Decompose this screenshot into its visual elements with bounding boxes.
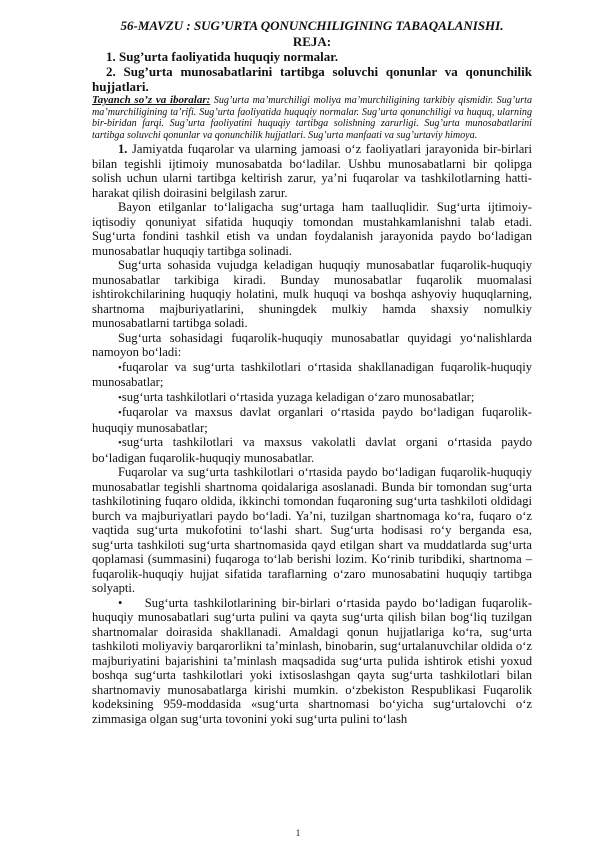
bullet-text: fuqarolar va maxsus davlat organlari o‘rtasida paydo bo‘ladigan fuqarolik-huquqiy munosabatlar; bbox=[92, 405, 532, 435]
bullet-text: sug‘urta tashkilotlari va maxsus vakolatli davlat organi o‘rtasida paydo bo‘ladigan fuqarolik-huquqiy munosabatlar. bbox=[92, 435, 532, 465]
plan-item-2: 2. Sug’urta munosabatlarini tartibga soluvchi qonunlar va qonunchilik hujjatlari. bbox=[92, 64, 532, 94]
paragraph-3: Sug‘urta sohasida vujudga keladigan huquqiy munosabatlar fuqarolik-huquqiy munosabatlar tarkibiga kiradi. Bunday munosabatlar fuqarolik muomalasi ishtirokchilarining huquqiy holatini, mulk huquqi va boshqa ashyoviy huquqlarning, shartnoma majburiyatlarini, shuningdek mulkiy hamda shaxsiy nomulkiy munosabatlarni tartibga soladi. bbox=[92, 258, 532, 330]
bullet-icon: • bbox=[118, 361, 122, 374]
bullet-icon: • bbox=[118, 595, 123, 610]
keywords-block bbox=[92, 95, 532, 141]
page-number: 1 bbox=[295, 828, 301, 838]
bullet-icon: • bbox=[118, 407, 122, 419]
bullet-paragraph-6 bbox=[92, 596, 532, 727]
paragraph-5: Fuqarolar va sug‘urta tashkilotlari o‘rtasida paydo bo‘ladigan fuqarolik-huquqiy munosabatlar tegishli shartnoma qoidalariga asoslanadi. Bunda bir tomondan sug‘urta tashkilotining fuqaro oldida, ikkinchi tomondan fuqaroning sug‘urta tashkiloti oldidagi burch va majburiyatlari paydo bo‘ladi. Ya’ni, tuzilgan shartnomaga ko‘ra, fuqaro o‘z vaqtida sug‘urta mukofotini to‘lashi shart. Sug‘urta hodisasi ro‘y berganda esa, sug‘urta tashkiloti sug‘urta shartnomasida qayd etilgan shart va muddatlarda sug‘urta qoplamasi (summasini) fuqaroga to‘lab berishi lozim. Ko‘rinib turibdiki, shartnoma –fuqarolik-huquqiy hujjat sifatida taraflarning o‘zaro munosabatini huquqiy tartibga solyapti. bbox=[92, 465, 532, 595]
bullet-text: fuqarolar va sug‘urta tashkilotlari o‘rtasida shakllanadigan fuqarolik-huquqiy munosabatlar; bbox=[92, 359, 532, 389]
paragraph-1-text: Jamiyatda fuqarolar va ularning jamoasi o‘z faoliyatlari jarayonida bir-birlari bilan tegishli ijtimoiy munosabatda bo‘ladilar. Ushbu munosabatlarni bir qolipga solish uchun ularni tartibga keltirish zarur, ya’ni fuqarolar va tashkilotlarning hatti-harakat qilish doirasini belgilash zarur. bbox=[92, 142, 532, 200]
plan-heading: REJA: bbox=[292, 34, 332, 49]
bullet-icon: • bbox=[118, 391, 122, 404]
page-title: 56-MAVZU : SUG’URTA QONUNCHILIGINING TABAQALANISHI. bbox=[120, 18, 504, 33]
keywords-text: Sug’urta ma’murchiligi moliya ma’murchiligining tarkibiy qismidir. Sug’urta ma’murchiligining ta’rifi. Sug’urta faoliyatida huquqiy normalar. Sug’urta qonunchiligi va huquq, ularning bir-biridan farqi. Sug’urta faoliyatini huquqiy tartibga solishning zarurligi. Sug’urta munosabatlarini tartibga soluvchi qonunlar va qonunchilik hujjatlari. Sug’urta manfaati va sug’urtaviy himoya. bbox=[92, 95, 532, 141]
keywords-label: Tayanch so’z va iboralar: bbox=[92, 94, 211, 106]
paragraph-2: Bayon etilganlar to‘laligacha sug‘urtaga ham taalluqlidir. Sug‘urta ijtimoiy-iqtisodiy qonuniyat sifatida huquqiy tomondan mustahkamlanishni talab etadi. Sug‘urta fondini tashkil etish va undan foydalanish jarayonida paydo bo‘ladigan munosabatlar huquqiy tartibga solinadi. bbox=[92, 200, 532, 258]
paragraph-number: 1. bbox=[118, 142, 128, 156]
bullet-text: sug‘urta tashkilotlari o‘rtasida yuzaga keladigan o‘zaro munosabatlar; bbox=[121, 389, 475, 404]
paragraph-6-text: Sug‘urta tashkilotlarining bir-birlari o‘rtasida paydo bo‘ladigan fuqarolik-huquqiy munosabatlari sug‘urta pulini va qayta sug‘urta qilish bilan bog‘liq tuzilgan shartnomalar doirasida shakllanadi. Amaldagi qonun hujjatlariga ko‘ra, sug‘urta tashkiloti moliyaviy barqarorlikni ta’minlash, binobarin, sug‘urtalanuvchilar oldida o‘z majburiyatini bajarishini ta’minlash maqsadida sug‘urta pulida ishtirok etishi yoxud boshqa sug‘urta tashkilotlari yoki ixtisoslashgan qayta sug‘urta tashkilotlari bilan shartnomaviy munosabatlarga kirishi mumkin. o‘zbekiston Respublikasi Fuqarolik kodeksining 959-moddasida «sug‘urta shartnomasi bo‘yicha sug‘urtalovchi o‘z zimmasiga olgan sug‘urta tovonini yoki sug‘urta pulini to‘lash bbox=[92, 595, 533, 726]
document-page bbox=[92, 18, 532, 726]
bullet-item bbox=[92, 360, 532, 390]
bullet-item bbox=[92, 390, 532, 406]
paragraph-1 bbox=[92, 142, 532, 200]
paragraph-4: Sug‘urta sohasidagi fuqarolik-huquqiy munosabatlar quyidagi yo‘nalishlarda namoyon bo‘ladi: bbox=[92, 330, 532, 359]
bullet-icon: • bbox=[118, 437, 122, 449]
bullet-item bbox=[92, 405, 532, 435]
plan-item-1: 1. Sug’urta faoliyatida huquqiy normalar. bbox=[106, 49, 339, 64]
bullet-item bbox=[92, 435, 532, 465]
